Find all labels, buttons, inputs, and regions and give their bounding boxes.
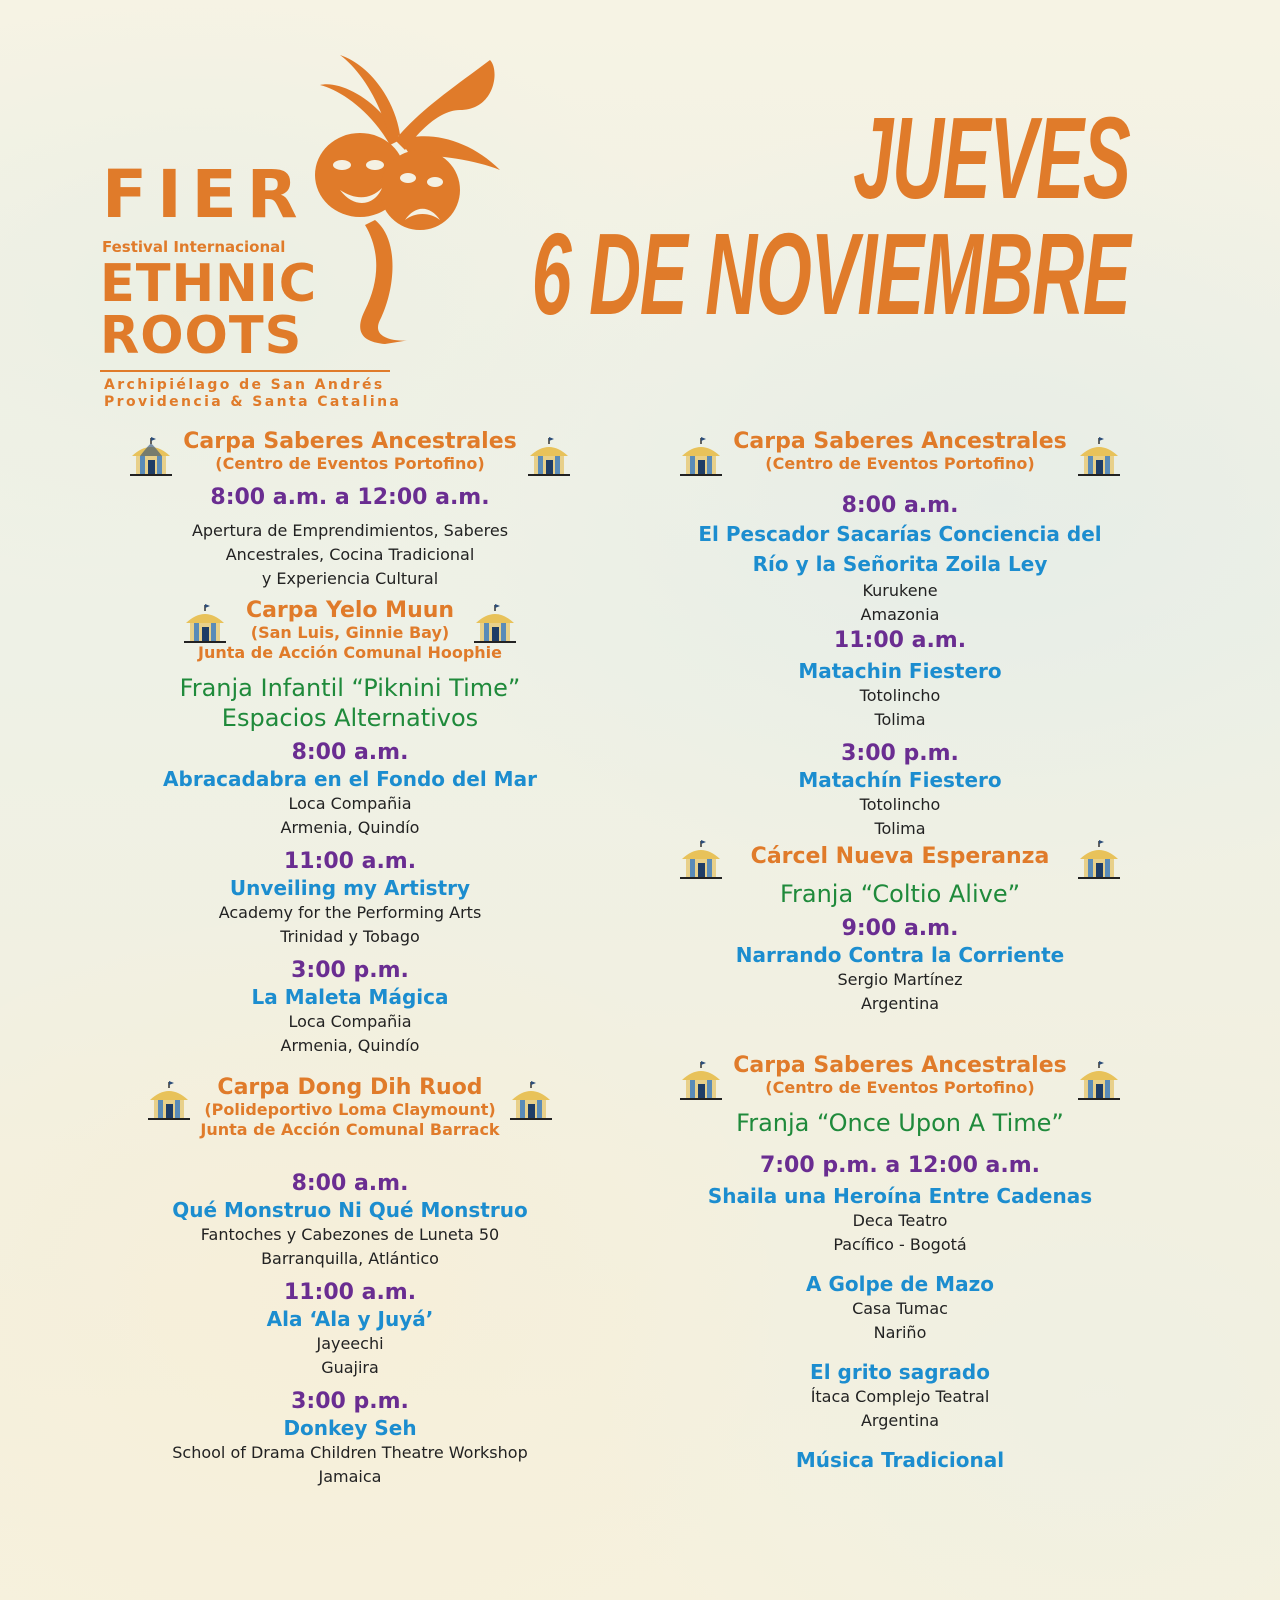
event-place: Armenia, Quindío — [280, 1036, 420, 1055]
event-place: Amazonia — [860, 605, 940, 624]
event-place: Barranquilla, Atlántico — [261, 1249, 439, 1268]
event-item — [640, 1447, 1160, 1473]
event-place: Tolima — [874, 710, 926, 729]
event-item — [90, 957, 610, 1058]
venue-name: Carpa Yelo Muun — [245, 598, 455, 623]
event-title: A Golpe de Mazo — [806, 1272, 994, 1296]
venue-carpa-saberes-left — [90, 430, 610, 474]
event-place: Tolima — [874, 819, 926, 838]
venue-organizer: Junta de Acción Comunal Barrack — [200, 1120, 500, 1139]
event-title: Qué Monstruo Ni Qué Monstruo — [172, 1198, 528, 1222]
event-title: Unveiling my Artistry — [229, 876, 471, 900]
event-place: Argentina — [860, 1411, 940, 1430]
event-item — [640, 1271, 1160, 1345]
left-column — [90, 430, 610, 1489]
event-item — [90, 1388, 610, 1489]
event-title: Shaila una Heroína Entre Cadenas — [707, 1184, 1093, 1208]
event-place: Nariño — [873, 1323, 927, 1342]
event-title: Matachín Fiestero — [798, 768, 1002, 792]
circus-tent-icon — [146, 1078, 192, 1128]
event-item — [640, 1183, 1160, 1257]
event-description: Ancestrales, Cocina Tradicional — [225, 545, 475, 564]
event-time: 8:00 a.m. — [291, 740, 409, 765]
event-group: Deca Teatro — [852, 1211, 948, 1230]
venue-carpa-yelo-muun — [90, 599, 610, 663]
venue-carpa-dong-dih-ruod — [90, 1076, 610, 1140]
event-group: School of Drama Children Theatre Workshop — [172, 1443, 528, 1462]
event-item — [90, 1170, 610, 1271]
event-time: 9:00 a.m. — [841, 916, 959, 941]
logo-location-line1: Archipiélago de San Andrés — [104, 377, 385, 393]
circus-tent-icon — [526, 434, 572, 484]
logo-festival-internacional: Festival Internacional — [102, 238, 286, 256]
program-strip: Franja Infantil “Piknini Time” Espacios Alternativos — [179, 674, 521, 732]
event-place: Jamaica — [318, 1467, 382, 1486]
event-group: Sergio Martínez — [837, 970, 963, 989]
event-place: Argentina — [860, 994, 940, 1013]
venue-carpa-saberes-evening — [640, 1054, 1160, 1098]
event-place: Trinidad y Tobago — [280, 927, 420, 946]
full-date: 6 DE NOVIEMBRE — [531, 209, 1130, 339]
venue-name: Carpa Dong Dih Ruod — [217, 1075, 483, 1100]
event-group: Ítaca Complejo Teatral — [810, 1387, 990, 1406]
event-description: y Experiencia Cultural — [261, 569, 439, 588]
event-item — [640, 492, 1160, 627]
circus-tent-icon — [1076, 837, 1122, 887]
event-time: 8:00 a.m. — [841, 493, 959, 518]
event-title: Música Tradicional — [795, 1448, 1005, 1472]
circus-tent-icon — [128, 434, 174, 484]
event-time: 11:00 a.m. — [283, 849, 417, 874]
event-item — [640, 627, 1160, 732]
event-group: Kurukene — [862, 581, 938, 600]
circus-tent-icon — [472, 601, 518, 651]
event-time: 8:00 a.m. a 12:00 a.m. — [210, 485, 490, 510]
logo-location-line2: Providencia & Santa Catalina — [104, 394, 402, 410]
event-time: 3:00 p.m. — [841, 741, 959, 766]
event-group: Totolincho — [859, 686, 941, 705]
event-group: Jayeechi — [316, 1334, 384, 1353]
venue-organizer: Junta de Acción Comunal Hoophie — [197, 643, 502, 662]
event-time: 11:00 a.m. — [833, 628, 967, 653]
event-time: 3:00 p.m. — [291, 1389, 409, 1414]
event-time: 11:00 a.m. — [283, 1280, 417, 1305]
event-title: El grito sagrado — [810, 1360, 990, 1384]
right-column — [640, 430, 1160, 1473]
venue-location: (Polideportivo Loma Claymount) — [204, 1100, 496, 1119]
venue-location: (Centro de Eventos Portofino) — [765, 1078, 1035, 1097]
event-item — [90, 739, 610, 840]
event-group: Totolincho — [859, 795, 941, 814]
circus-tent-icon — [678, 837, 724, 887]
date-heading — [165, 93, 1130, 339]
circus-tent-icon — [1076, 1058, 1122, 1108]
circus-tent-icon — [182, 601, 228, 651]
circus-tent-icon — [508, 1078, 554, 1128]
event-group: Academy for the Performing Arts — [218, 903, 482, 922]
event-item — [640, 1359, 1160, 1433]
event-place: Pacífico - Bogotá — [833, 1235, 967, 1254]
venue-name: Carpa Saberes Ancestrales — [733, 429, 1067, 454]
weekday: JUEVES — [853, 93, 1130, 223]
event-title: La Maleta Mágica — [251, 985, 449, 1009]
event-item — [90, 848, 610, 949]
logo-fier: FIER — [102, 156, 308, 233]
event-title: Narrando Contra la Corriente — [735, 943, 1065, 967]
venue-carpa-saberes-right — [640, 430, 1160, 474]
venue-carcel-nueva-esperanza — [640, 845, 1160, 869]
event-time: 3:00 p.m. — [291, 958, 409, 983]
event-time: 8:00 a.m. — [291, 1171, 409, 1196]
venue-name: Cárcel Nueva Esperanza — [750, 844, 1050, 869]
event-group: Fantoches y Cabezones de Luneta 50 — [200, 1225, 500, 1244]
event-item — [640, 915, 1160, 1016]
logo-divider — [100, 370, 390, 372]
logo-ethnic: ETHNIC — [100, 254, 318, 314]
event-group: Casa Tumac — [852, 1299, 948, 1318]
event-group: Loca Compañia — [288, 794, 412, 813]
venue-name: Carpa Saberes Ancestrales — [183, 429, 517, 454]
event-title: Donkey Seh — [283, 1416, 417, 1440]
event-title: Matachin Fiestero — [798, 659, 1002, 683]
event-item — [640, 740, 1160, 841]
program-strip: Franja “Coltio Alive” — [779, 880, 1021, 908]
venue-location: (San Luis, Ginnie Bay) — [250, 623, 450, 642]
logo-roots: ROOTS — [100, 306, 303, 366]
program-strip: Franja “Once Upon A Time” — [736, 1109, 1064, 1137]
event-title: Ala ‘Ala y Juyá’ — [266, 1307, 434, 1331]
event-time: 7:00 p.m. a 12:00 a.m. — [759, 1153, 1041, 1178]
venue-location: (Centro de Eventos Portofino) — [215, 454, 485, 473]
event-group: Loca Compañia — [288, 1012, 412, 1031]
event-place: Guajira — [321, 1358, 379, 1377]
event-description: Apertura de Emprendimientos, Saberes — [191, 521, 509, 540]
event-item — [90, 1279, 610, 1380]
circus-tent-icon — [1076, 434, 1122, 484]
circus-tent-icon — [678, 1058, 724, 1108]
event-title: El Pescador Sacarías Conciencia del Río y la Señorita Zoila Ley — [698, 522, 1102, 576]
event-title: Abracadabra en el Fondo del Mar — [163, 767, 537, 791]
event-place: Armenia, Quindío — [280, 818, 420, 837]
venue-location: (Centro de Eventos Portofino) — [765, 454, 1035, 473]
circus-tent-icon — [678, 434, 724, 484]
venue-name: Carpa Saberes Ancestrales — [733, 1053, 1067, 1078]
